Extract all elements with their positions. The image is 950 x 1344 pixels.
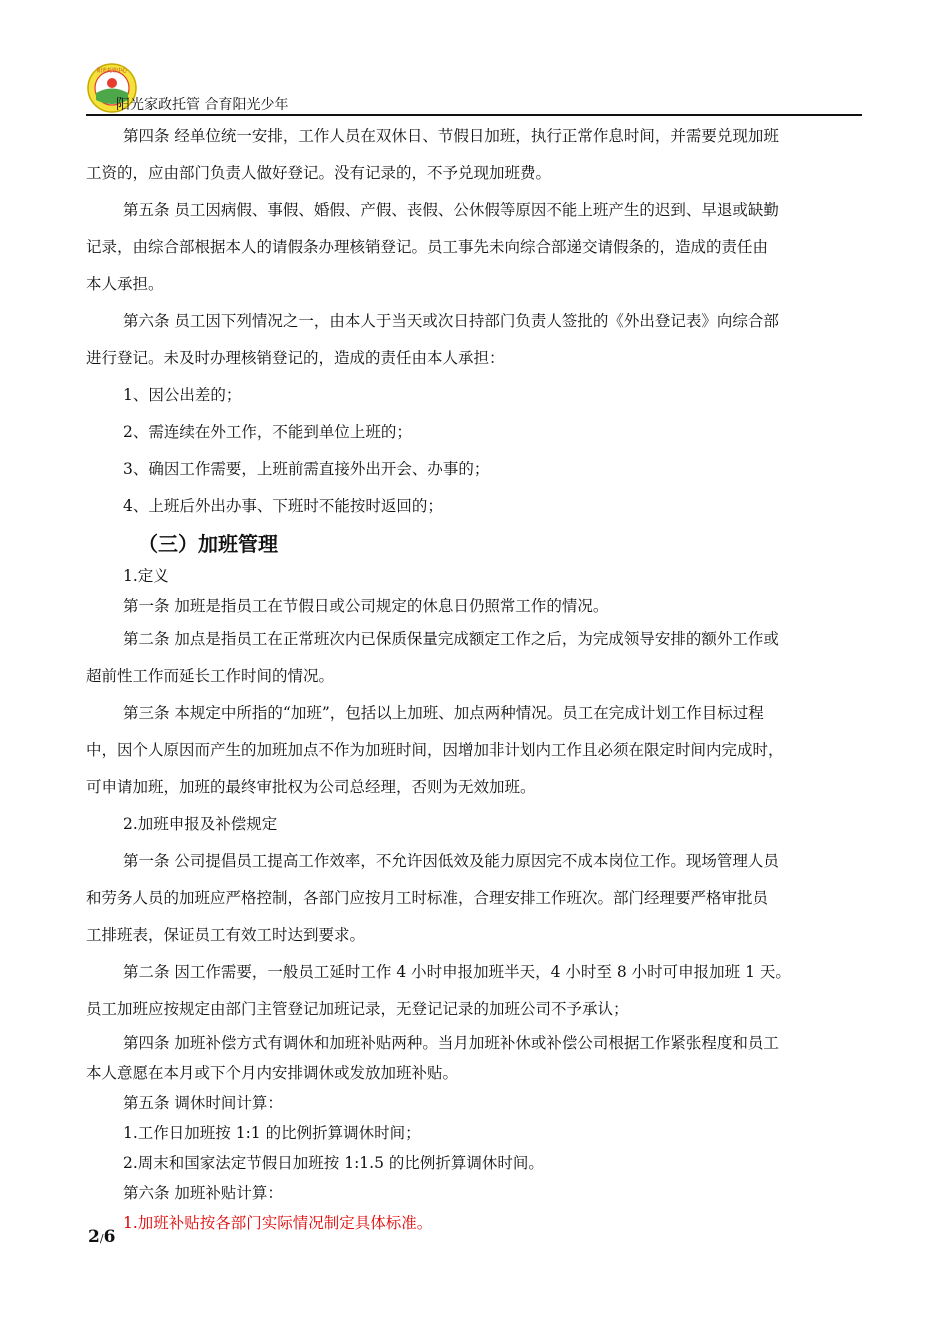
paragraph-line: 本人承担。 bbox=[86, 275, 164, 293]
paragraph-line: 第二条 因工作需要，一般员工延时工作 4 小时申报加班半天，4 小时至 8 小时可申报加班 1 天。 bbox=[123, 963, 791, 981]
page-number bbox=[88, 1227, 115, 1247]
paragraph-line: 进行登记。未及时办理核销登记的，造成的责任由本人承担： bbox=[86, 349, 505, 367]
paragraph-line: 员工加班应按规定由部门主管登记加班记录，无登记记录的加班公司不予承认； bbox=[86, 1000, 629, 1018]
paragraph-line: 第六条 员工因下列情况之一，由本人于当天或次日持部门负责人签批的《外出登记表》向综合部 bbox=[123, 312, 779, 330]
paragraph-line: 第一条 加班是指员工在节假日或公司规定的休息日仍照常工作的情况。 bbox=[123, 597, 609, 615]
page-total: 6 bbox=[103, 1227, 116, 1247]
paragraph-line: 3、确因工作需要，上班前需直接外出开会、办事的； bbox=[123, 460, 490, 478]
paragraph-line: 第四条 经单位统一安排，工作人员在双休日、节假日加班，执行正常作息时间，并需要兑现加班 bbox=[123, 127, 779, 145]
paragraph-line: 1.工作日加班按 1:1 的比例折算调休时间； bbox=[123, 1124, 421, 1142]
paragraph-line: 第六条 加班补贴计算： bbox=[123, 1184, 283, 1202]
paragraph-line: 2.周末和国家法定节假日加班按 1:1.5 的比例折算调休时间。 bbox=[123, 1154, 544, 1172]
header-divider bbox=[86, 114, 862, 116]
paragraph-line: 第五条 员工因病假、事假、婚假、产假、丧假、公休假等原因不能上班产生的迟到、早退或缺勤 bbox=[123, 201, 779, 219]
paragraph-line: 2、需连续在外工作，不能到单位上班的； bbox=[123, 423, 412, 441]
paragraph-line: 超前性工作而延长工作时间的情况。 bbox=[86, 667, 335, 685]
paragraph-line: 1.定义 bbox=[123, 567, 169, 585]
paragraph-line: 1、因公出差的； bbox=[123, 386, 242, 404]
paragraph-line: 工资的，应由部门负责人做好登记。没有记录的，不予兑现加班费。 bbox=[86, 164, 552, 182]
logo-lettering: 阳光托管中心 bbox=[96, 68, 128, 74]
paragraph-line: 本人意愿在本月或下个月内安排调休或发放加班补贴。 bbox=[86, 1064, 459, 1082]
paragraph-line: 和劳务人员的加班应严格控制，各部门应按月工时标准，合理安排工作班次。部门经理要严格审批员 bbox=[86, 889, 769, 907]
paragraph-line: 中，因个人原因而产生的加班加点不作为加班时间，因增加非计划内工作且必须在限定时间内完成时， bbox=[86, 741, 784, 759]
paragraph-line: 2.加班申报及补偿规定 bbox=[123, 815, 278, 833]
section-heading: （三）加班管理 bbox=[138, 532, 278, 556]
page-separator: / bbox=[99, 1232, 104, 1245]
paragraph-line: 记录，由综合部根据本人的请假条办理核销登记。员工事先未向综合部递交请假条的，造成的责任由 bbox=[86, 238, 769, 256]
paragraph-line: 第一条 公司提倡员工提高工作效率，不允许因低效及能力原因完不成本岗位工作。现场管理人员 bbox=[123, 852, 779, 870]
paragraph-line: 可申请加班，加班的最终审批权为公司总经理，否则为无效加班。 bbox=[86, 778, 536, 796]
paragraph-line: 4、上班后外出办事、下班时不能按时返回的； bbox=[123, 497, 443, 515]
document-body bbox=[86, 118, 862, 1238]
page-current: 2 bbox=[88, 1227, 100, 1247]
paragraph-line: 第二条 加点是指员工在正常班次内已保质保量完成额定工作之后，为完成领导安排的额外工作或 bbox=[123, 630, 779, 648]
header-title: 阳光家政托管 合育阳光少年 bbox=[116, 97, 289, 113]
paragraph-line: 第三条 本规定中所指的“加班”，包括以上加班、加点两种情况。员工在完成计划工作目标过程 bbox=[123, 704, 764, 722]
paragraph-line: 1.加班补贴按各部门实际情况制定具体标准。 bbox=[123, 1214, 433, 1232]
paragraph-line: 工排班表，保证员工有效工时达到要求。 bbox=[86, 926, 366, 944]
paragraph-line: 第四条 加班补偿方式有调休和加班补贴两种。当月加班补休或补偿公司根据工作紧张程度和员工 bbox=[123, 1034, 779, 1052]
paragraph-line: 第五条 调休时间计算： bbox=[123, 1094, 283, 1112]
page-header bbox=[86, 62, 862, 114]
